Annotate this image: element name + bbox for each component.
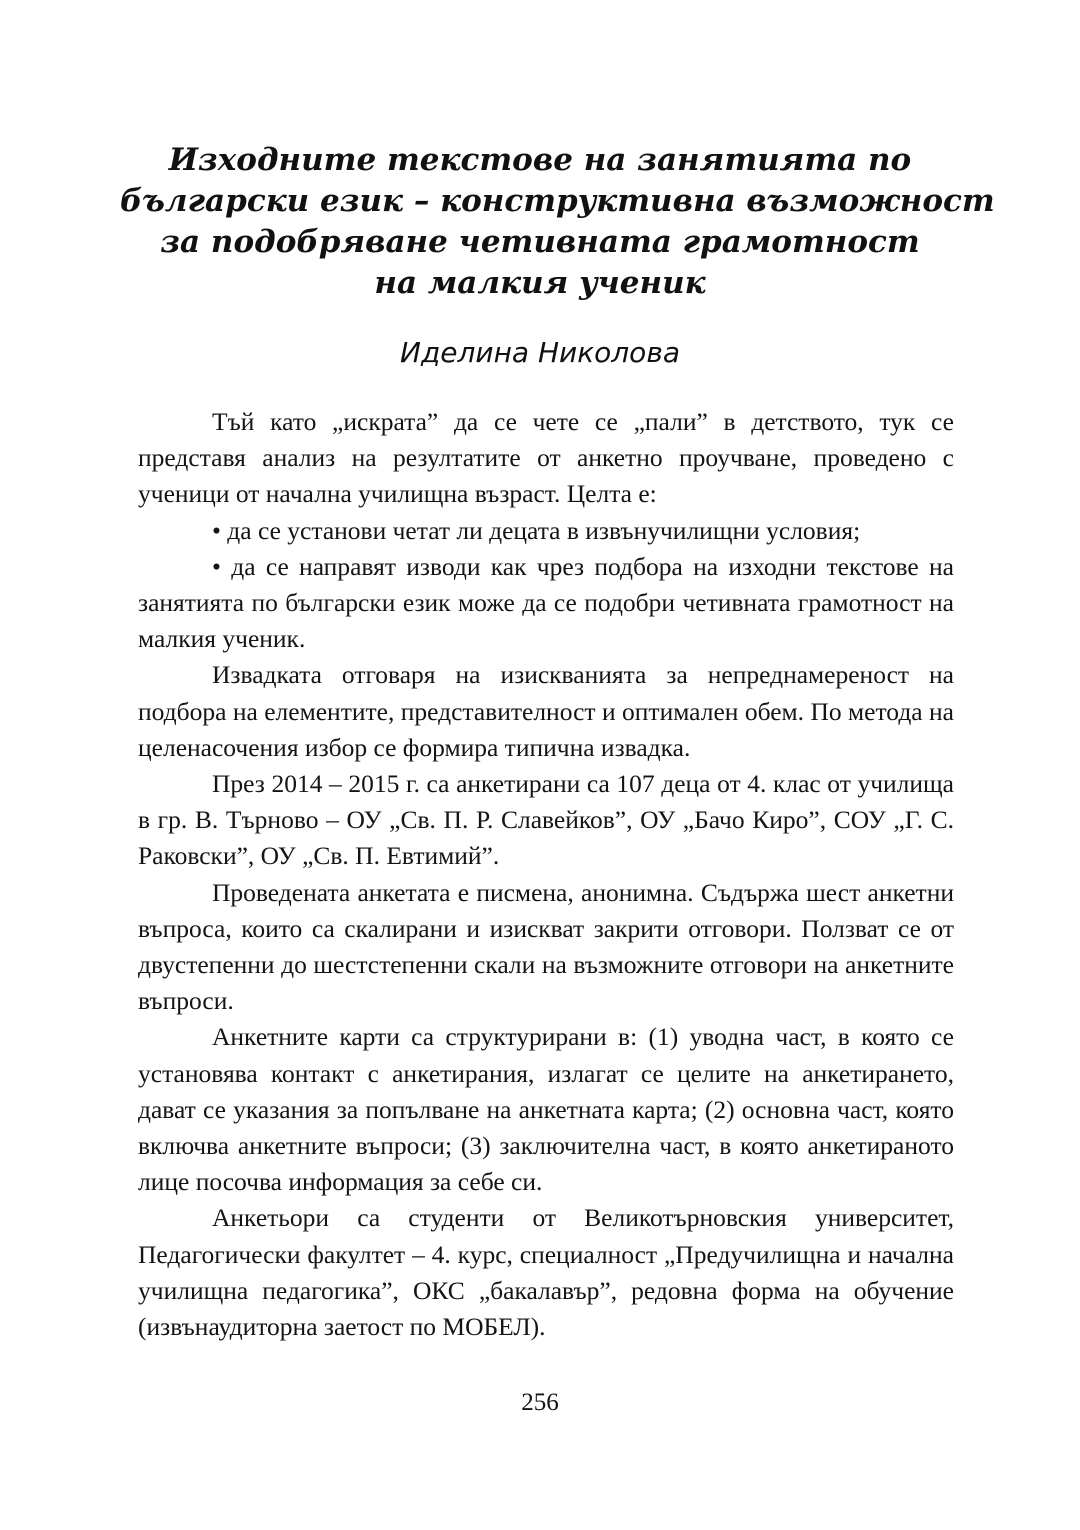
paragraph-structure: Анкетните карти са структурирани в: (1) уводна част, в която се установява контакт с анкетирания, излагат се целите на анкетирането, дават се указания за попълване на анкетната карта; (2) основна част, която включва анкетните въпроси; (3) заключителна част, в която анкетираното лице посочва информация за себе си.	[138, 1022, 954, 1197]
article-body	[138, 404, 954, 1345]
title-line-1: Изходните текстове на занятията по	[168, 142, 912, 178]
paragraph-interviewers: Анкетьори са студенти от Великотърновския университет, Педагогически факултет – 4. курс, специалност „Предучилищна и начална училищна педагогика”, ОКС „бакалавър”, редовна форма на обучение (извънаудиторна заетост по МОБЕЛ).	[138, 1203, 954, 1342]
title-line-3: за подобряване четивната грамотност	[160, 224, 920, 260]
page-number: 256	[521, 1389, 559, 1416]
title-line-4: на малкия ученик	[374, 265, 706, 301]
paragraph-survey: Проведената анкетата е писмена, анонимна. Съдържа шест анкетни въпроса, които са скалирани и изискват закрити отговори. Ползват се от двустепенни до шестстепенни скали на възможните отговори на анкетните въпроси.	[138, 877, 954, 1016]
paragraph-intro: Тъй като „искрата” да се чете се „пали” в детството, тук се представя анализ на резултатите от анкетно проучване, проведено с ученици от начална училищна възраст. Целта е:	[138, 407, 954, 509]
paragraph-participants: През 2014 – 2015 г. са анкетирани са 107 деца от 4. клас от училища в гр. В. Търново – ОУ „Св. П. Р. Славейков”, ОУ „Бачо Киро”, СОУ „Г. С. Раковски”, ОУ „Св. П. Евтимий”.	[138, 769, 954, 871]
paragraph-sample: Извадката отговаря на изискванията за непреднамереност на подбора на елементите, представителност и оптимален обем. По метода на целенасочения избор се формира типична извадка.	[138, 660, 954, 762]
article-title	[120, 140, 995, 304]
title-line-2: български език – конструктивна възможност	[120, 183, 995, 219]
bullet-goal-2: • да се направят изводи как чрез подбора на изходни текстове на занятията по български език може да се подобри четивната грамотност на малкия ученик.	[138, 551, 954, 654]
article-author: Иделина Николова	[400, 336, 680, 369]
bullet-goal-1: • да се установи четат ли децата в извънучилищни условия;	[212, 515, 861, 545]
